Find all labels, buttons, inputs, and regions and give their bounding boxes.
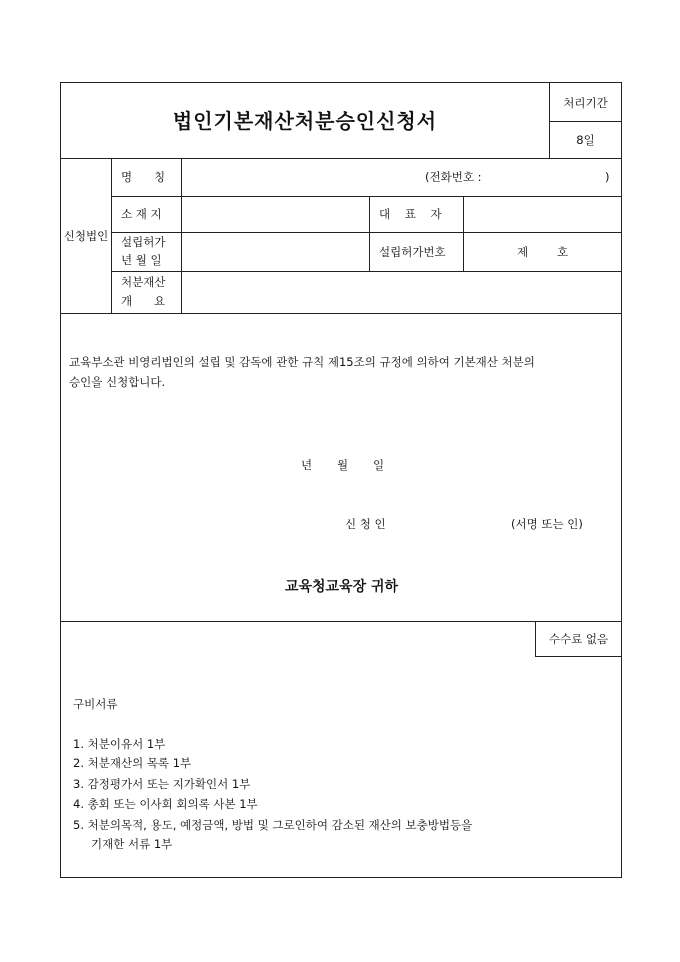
permit-number-label: 설립허가번호 xyxy=(379,245,446,259)
required-documents-heading: 구비서류 xyxy=(73,697,118,711)
divider xyxy=(111,271,622,272)
application-form xyxy=(60,82,622,878)
divider xyxy=(61,158,622,159)
permit-number-prefix: 제 xyxy=(517,245,529,259)
name-label: 명 칭 xyxy=(121,170,166,184)
document-item: 5. 처분의목적, 용도, 예정금액, 방법 및 그로인하여 감소된 재산의 보충방법등을 xyxy=(73,818,473,832)
document-item: 2. 처분재산의 목록 1부 xyxy=(73,756,192,770)
processing-period-value: 8일 xyxy=(576,133,595,147)
representative-label: 대 표 자 xyxy=(379,207,442,221)
document-item: 3. 감정평가서 또는 지가확인서 1부 xyxy=(73,777,251,791)
address-label: 소 재 지 xyxy=(121,207,162,221)
divider xyxy=(181,158,182,313)
document-item-cont: 기재한 서류 1부 xyxy=(91,837,173,851)
permit-number-suffix: 호 xyxy=(557,245,569,259)
divider xyxy=(463,196,464,271)
divider xyxy=(535,656,622,657)
document-item: 4. 총회 또는 이사회 회의록 사본 1부 xyxy=(73,797,258,811)
permit-date-label: 년 월 일 xyxy=(121,253,162,267)
divider xyxy=(61,313,622,314)
fee-label: 수수료 없음 xyxy=(548,632,609,646)
divider xyxy=(549,121,622,122)
divider xyxy=(111,232,622,233)
date-month-label: 월 xyxy=(337,458,349,472)
divider xyxy=(61,621,622,622)
form-title: 법인기본재산처분승인신청서 xyxy=(172,109,438,133)
phone-close: ) xyxy=(605,170,610,184)
application-statement: 교육부소관 비영리법인의 설립 및 감독에 관한 규칙 제15조의 규정에 의하여 기본재산 처분의 xyxy=(69,355,535,369)
applicant-signer-label: 신 청 인 xyxy=(345,517,386,531)
signature-label: (서명 또는 인) xyxy=(511,517,583,531)
date-day-label: 일 xyxy=(373,458,385,472)
phone-label: (전화번호 : xyxy=(425,170,482,184)
permit-date-label: 설립허가 xyxy=(121,235,166,249)
disposal-summary-label: 처분재산 xyxy=(121,275,166,289)
divider xyxy=(111,196,622,197)
divider xyxy=(111,158,112,313)
addressee: 교육청교육장 귀하 xyxy=(284,579,399,595)
divider xyxy=(369,196,370,271)
application-statement-cont: 승인을 신청합니다. xyxy=(69,375,166,389)
processing-period-label: 처리기간 xyxy=(563,96,608,110)
document-item: 1. 처분이유서 1부 xyxy=(73,737,166,751)
date-year-label: 년 xyxy=(301,458,313,472)
applicant-group-label: 신청법인 xyxy=(63,229,109,243)
disposal-summary-label: 개 요 xyxy=(121,294,166,308)
